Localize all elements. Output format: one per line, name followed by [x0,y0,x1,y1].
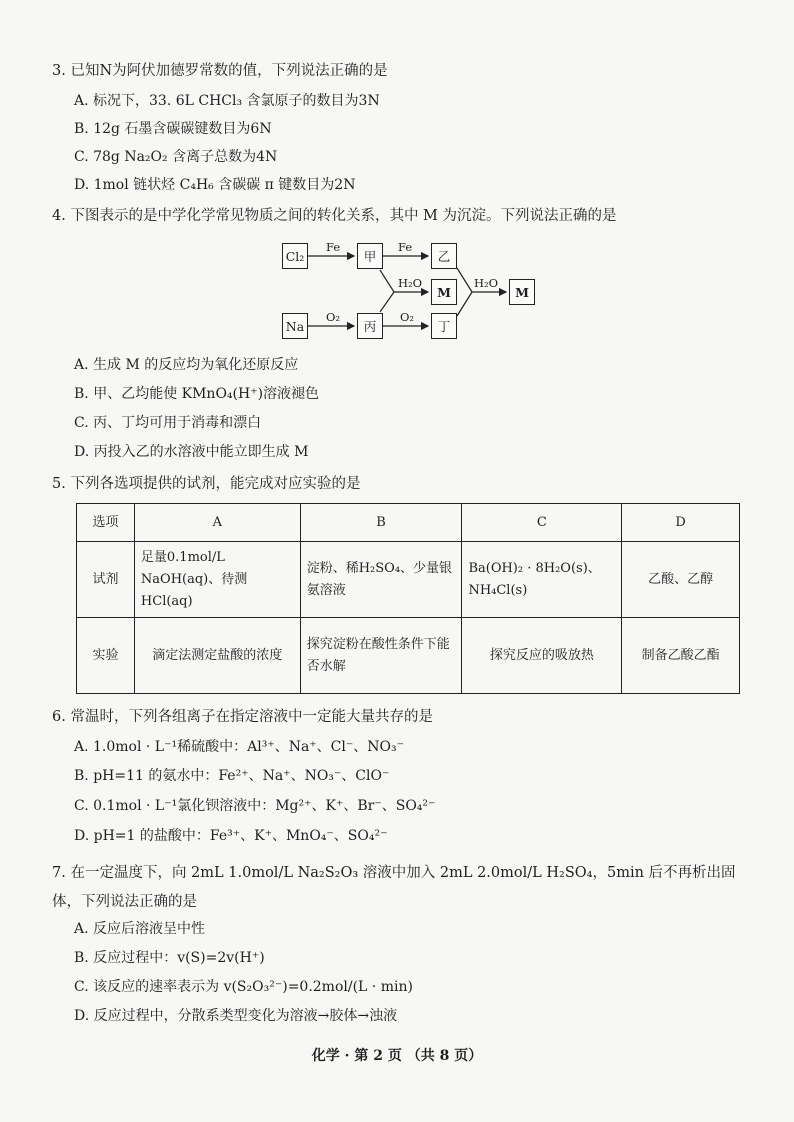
q3-stem: 3. 已知N为阿伏加德罗常数的值，下列说法正确的是 [52,63,388,79]
label-fe-2: Fe [398,240,413,254]
table-header-row [77,504,740,542]
q3-option-c: C. 78g Na₂O₂ 含离子总数为4N [74,149,278,165]
q4-option-d: D. 丙投入乙的水溶液中能立即生成 M [74,444,309,460]
page-footer: 化学 · 第 2 页 （共 8 页） [311,1048,483,1064]
table-header-cell: A [134,504,300,542]
label-o2-2: O₂ [400,310,415,324]
label-fe-1: Fe [326,240,341,254]
q7-stem: 7. 在一定温度下，向 2mL 1.0mol/L Na₂S₂O₃ 溶液中加入 2mL 2.0mol/L H₂SO₄，5min 后不再析出固体，下列说法正确的是 [52,865,736,910]
q6-option-a: A. 1.0mol · L⁻¹稀硫酸中：Al³⁺、Na⁺、Cl⁻、NO₃⁻ [74,739,404,755]
label-h2o-2: H₂O [474,276,499,290]
conversion-diagram [270,240,540,350]
table-cell: 乙酸、乙醇 [622,542,740,618]
arrow-ding-m [457,292,472,316]
box-cl2: Cl₂ [282,243,308,269]
q4-option-a: A. 生成 M 的反应均为氧化还原反应 [74,357,299,373]
box-yi: 乙 [431,243,457,269]
q3-option-a: A. 标况下，33. 6L CHCl₃ 含氯原子的数目为3N [74,93,380,109]
diagram-arrows [270,240,540,350]
q6-option-d: D. pH=1 的盐酸中：Fe³⁺、K⁺、MnO₄⁻、SO₄²⁻ [74,828,388,844]
q7-option-a: A. 反应后溶液呈中性 [74,921,206,937]
label-h2o-1: H₂O [398,276,423,290]
table-cell: 淀粉、稀H₂SO₄、少量银氨溶液 [300,542,462,618]
q5-stem: 5. 下列各选项提供的试剂，能完成对应实验的是 [52,476,361,492]
table-cell: Ba(OH)₂ · 8H₂O(s)、NH₄Cl(s) [462,542,622,618]
table-cell: 足量0.1mol/L NaOH(aq)、待测HCl(aq) [134,542,300,618]
box-m-right: M [509,279,535,305]
q7-option-b: B. 反应过程中：v(S)=2v(H⁺) [74,950,265,966]
q4-option-b: B. 甲、乙均能使 KMnO₄(H⁺)溶液褪色 [74,386,320,402]
q6-option-c: C. 0.1mol · L⁻¹氯化钡溶液中：Mg²⁺、K⁺、Br⁻、SO₄²⁻ [74,798,436,814]
table-cell: 滴定法测定盐酸的浓度 [134,618,300,694]
table-row [77,618,740,694]
q6-stem: 6. 常温时，下列各组离子在指定溶液中一定能大量共存的是 [52,709,433,725]
q4-stem: 4. 下图表示的是中学化学常见物质之间的转化关系，其中 M 为沉淀。下列说法正确的是 [52,208,617,224]
reagent-table [76,503,740,694]
row-label-reagents: 试剂 [77,542,135,618]
q7-option-d: D. 反应过程中，分散系类型变化为溶液→胶体→浊液 [74,1008,398,1024]
arrow-bing-m [380,292,394,312]
box-na: Na [282,313,308,339]
table-header-cell: C [462,504,622,542]
table-row [77,542,740,618]
box-ding: 丁 [431,313,457,339]
box-bing: 丙 [357,313,383,339]
table-header-cell: 选项 [77,504,135,542]
label-o2-1: O₂ [326,310,341,324]
q3-option-d: D. 1mol 链状烃 C₄H₆ 含碳碳 π 键数目为2N [74,177,356,193]
table-cell: 探究反应的吸放热 [462,618,622,694]
q6-option-b: B. pH=11 的氨水中：Fe²⁺、Na⁺、NO₃⁻、ClO⁻ [74,768,390,784]
q7-option-c: C. 该反应的速率表示为 v(S₂O₃²⁻)=0.2mol/(L · min) [74,979,413,995]
q3-option-b: B. 12g 石墨含碳碳键数目为6N [74,121,272,137]
box-m-middle: M [431,279,457,305]
table-cell: 探究淀粉在酸性条件下能否水解 [300,618,462,694]
row-label-experiment: 实验 [77,618,135,694]
table-header-cell: B [300,504,462,542]
box-jia: 甲 [357,243,383,269]
table-cell: 制备乙酸乙酯 [622,618,740,694]
q4-option-c: C. 丙、丁均可用于消毒和漂白 [74,415,262,431]
table-header-cell: D [622,504,740,542]
